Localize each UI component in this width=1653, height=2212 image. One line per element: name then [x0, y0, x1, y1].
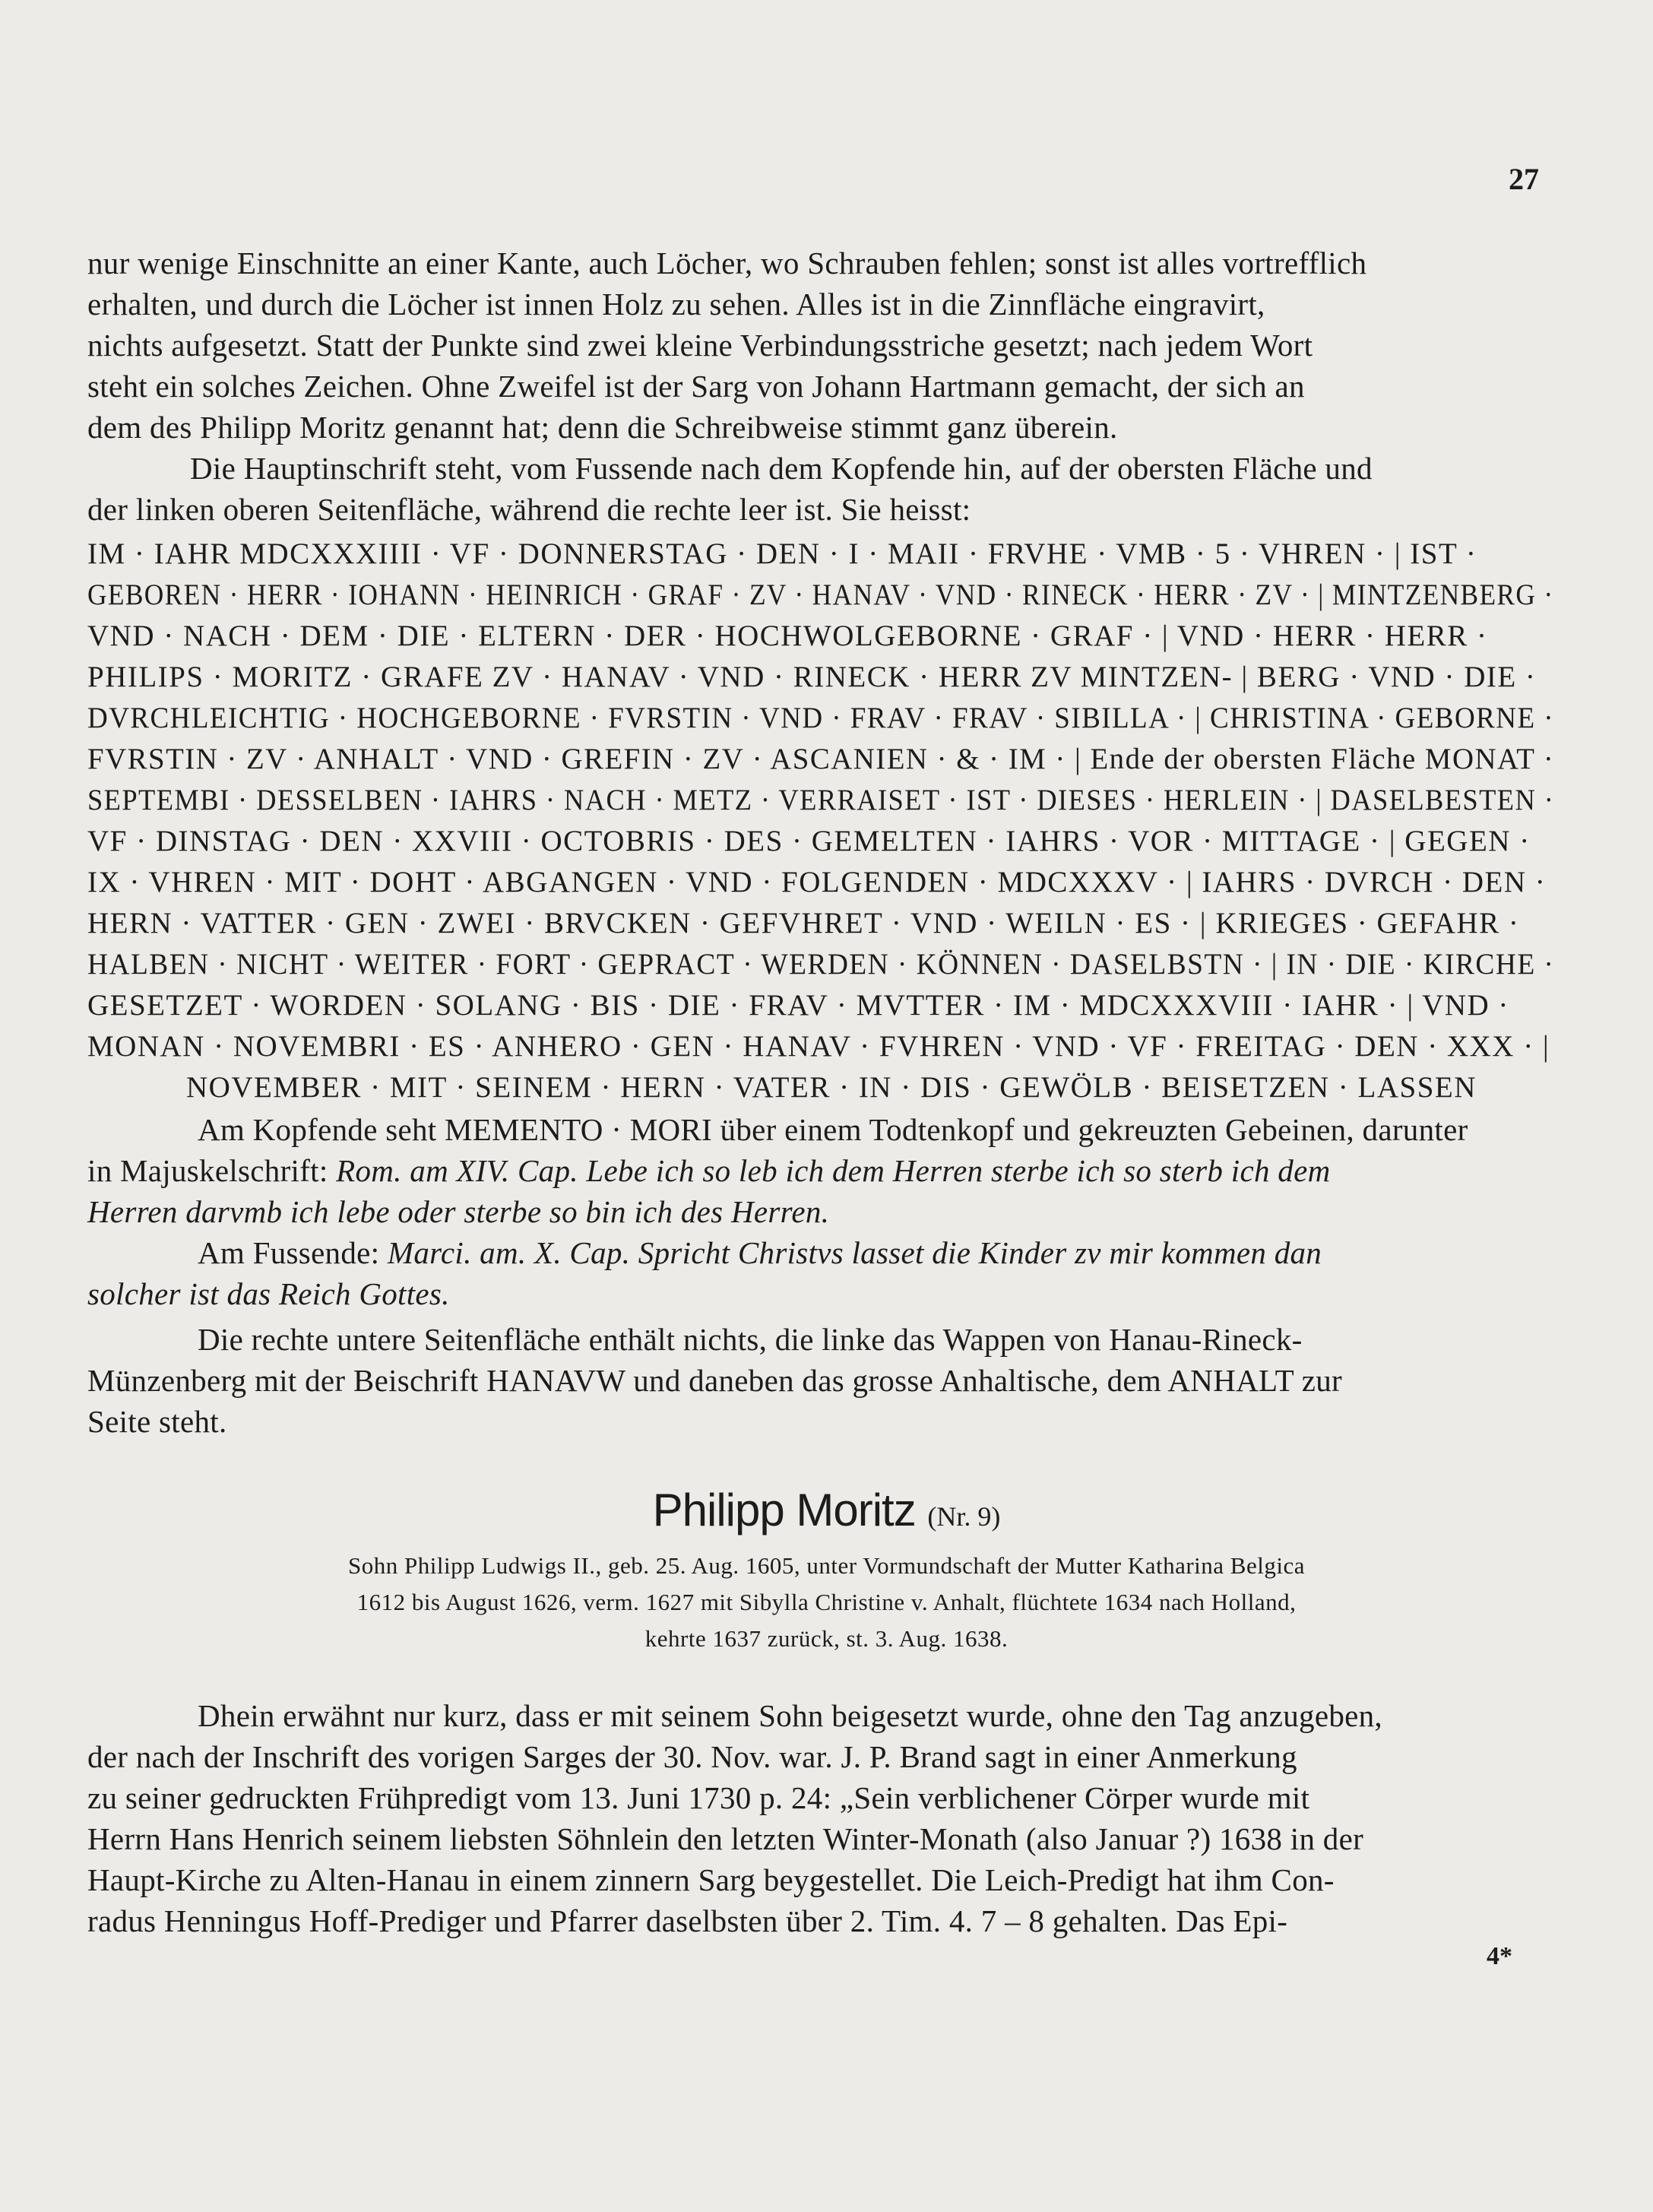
inscription-line: IX · VHREN · MIT · DOHT · ABGANGEN · VND · FOLGENDEN · MDCXXXV · | IAHRS · DVRCH · DEN ·	[87, 866, 1547, 898]
inscription-line: IM · IAHR MDCXXXIIII · VF · DONNERSTAG · DEN · I · MAII · FRVHE · VMB · 5 · VHREN · | IST ·	[87, 537, 1477, 570]
inscription-line: SEPTEMBI · DESSELBEN · IAHRS · NACH · METZ · VERRAISET · IST · DIESES · HERLEIN · | DASELBESTEN ·	[87, 784, 1555, 816]
body-text-line: dem des Philipp Moritz genannt hat; denn die Schreibweise stimmt ganz überein.	[87, 410, 1118, 445]
body-text-line: Die Hauptinschrift steht, vom Fussende nach dem Kopfende hin, auf der obersten Fläche und	[190, 451, 1373, 486]
page-number: 27	[1509, 162, 1539, 196]
signature-mark: 4*	[1487, 1942, 1512, 1970]
heading-number: (Nr. 9)	[927, 1501, 1001, 1532]
inscription-line: VND · NACH · DEM · DIE · ELTERN · DER · HOCHWOLGEBORNE · GRAF · | VND · HERR · HERR ·	[87, 620, 1488, 652]
scripture-quote: Rom. am XIV. Cap. Lebe ich so leb ich dem Herren sterbe ich so sterb ich dem	[336, 1153, 1331, 1188]
inscription-line: HERN · VATTER · GEN · ZWEI · BRVCKEN · GEFVHRET · VND · WEILN · ES · | KRIEGES · GEFAHR ·	[87, 907, 1520, 940]
inscription-line: HALBEN · NICHT · WEITER · FORT · GEPRACT · WERDEN · KÖNNEN · DASELBSTN · | IN · DIE · KIRCHE ·	[87, 948, 1555, 981]
text-span: Am Fussende:	[198, 1235, 388, 1270]
biography-line: 1612 bis August 1626, verm. 1627 mit Sibylla Christine v. Anhalt, flüchtete 1634 nach Holland,	[356, 1589, 1297, 1615]
biography-line: Sohn Philipp Ludwigs II., geb. 25. Aug. 1605, unter Vormundschaft der Mutter Katharina Belgica	[348, 1552, 1305, 1579]
body-text-line: Herrn Hans Henrich seinem liebsten Söhnlein den letzten Winter-Monath (also Januar ?) 1638 in der	[87, 1821, 1364, 1856]
scripture-quote: Herren darvmb ich lebe oder sterbe so bin ich des Herren.	[87, 1194, 830, 1229]
inscription-line: PHILIPS · MORITZ · GRAFE ZV · HANAV · VND · RINECK · HERR ZV MINTZEN- | BERG · VND · DIE ·	[87, 661, 1537, 693]
inscription-line: FVRSTIN · ZV · ANHALT · VND · GREFIN · ZV · ASCANIEN · & · IM · | Ende der obersten Fläche MONAT ·	[87, 743, 1555, 775]
body-text-line: Dhein erwähnt nur kurz, dass er mit seinem Sohn beigesetzt wurde, ohne den Tag anzugeben,	[198, 1698, 1382, 1733]
body-text-line: radus Henningus Hoff-Prediger und Pfarrer daselbsten über 2. Tim. 4. 7 – 8 gehalten. Das Epi-	[87, 1903, 1288, 1938]
body-text-line: Seite steht.	[87, 1404, 227, 1439]
body-text-line: nichts aufgesetzt. Statt der Punkte sind zwei kleine Verbindungsstriche gesetzt; nach jedem Wort	[87, 328, 1313, 363]
body-text-line	[198, 1234, 1554, 1271]
section-heading	[0, 1484, 1653, 1536]
body-text-line: der nach der Inschrift des vorigen Sarges der 30. Nov. war. J. P. Brand sagt in einer Anmerkung	[87, 1739, 1297, 1774]
scripture-quote: Marci. am. X. Cap. Spricht Christvs lasset die Kinder zv mir kommen dan	[387, 1235, 1322, 1270]
inscription-line: VF · DINSTAG · DEN · XXVIII · OCTOBRIS · DES · GEMELTEN · IAHRS · VOR · MITTAGE · | GEGEN ·	[87, 825, 1531, 857]
body-text-line: der linken oberen Seitenfläche, während die rechte leer ist. Sie heisst:	[87, 492, 971, 527]
inscription-line: MONAN · NOVEMBRI · ES · ANHERO · GEN · HANAV · FVHREN · VND · VF · FREITAG · DEN · XXX · |	[87, 1030, 1550, 1063]
scripture-quote: solcher ist das Reich Gottes.	[87, 1276, 450, 1311]
body-text-line: Die rechte untere Seitenfläche enthält nichts, die linke das Wappen von Hanau-Rineck-	[198, 1322, 1303, 1357]
body-text-line: Haupt-Kirche zu Alten-Hanau in einem zinnern Sarg beygestellet. Die Leich-Predigt hat ihm Con-	[87, 1862, 1335, 1897]
inscription-line: NOVEMBER · MIT · SEINEM · HERN · VATER · IN · DIS · GEWÖLB · BEISETZEN · LASSEN	[186, 1071, 1477, 1104]
body-text-line: steht ein solches Zeichen. Ohne Zweifel ist der Sarg von Johann Hartmann gemacht, der sich an	[87, 369, 1305, 404]
body-text-line: nur wenige Einschnitte an einer Kante, auch Löcher, wo Schrauben fehlen; sonst ist alles vortrefflich	[87, 246, 1367, 280]
inscription-line: DVRCHLEICHTIG · HOCHGEBORNE · FVRSTIN · VND · FRAV · FRAV · SIBILLA · | CHRISTINA · GEBORNE ·	[87, 702, 1555, 734]
heading-name: Philipp Moritz	[652, 1485, 916, 1535]
inscription-line: GESETZET · WORDEN · SOLANG · BIS · DIE · FRAV · MVTTER · IM · MDCXXXVIII · IAHR · | VND ·	[87, 989, 1509, 1022]
body-text-line: erhalten, und durch die Löcher ist innen Holz zu sehen. Alles ist in die Zinnfläche eingravirt,	[87, 287, 1265, 322]
inscription-line: GEBOREN · HERR · IOHANN · HEINRICH · GRAF · ZV · HANAV · VND · RINECK · HERR · ZV · | MINTZENBERG ·	[87, 578, 1554, 611]
body-text-line: Am Kopfende seht MEMENTO · MORI über einem Todtenkopf und gekreuzten Gebeinen, darunter	[198, 1112, 1468, 1147]
body-text-line: zu seiner gedruckten Frühpredigt vom 13. Juni 1730 p. 24: „Sein verblichener Cörper wurde mit	[87, 1780, 1310, 1815]
body-text-line	[87, 1152, 1554, 1189]
body-text-line: Münzenberg mit der Beischrift HANAVW und daneben das grosse Anhaltische, dem ANHALT zur	[87, 1363, 1343, 1398]
text-span: in Majuskelschrift:	[87, 1153, 337, 1188]
biography-line: kehrte 1637 zurück, st. 3. Aug. 1638.	[644, 1625, 1009, 1652]
